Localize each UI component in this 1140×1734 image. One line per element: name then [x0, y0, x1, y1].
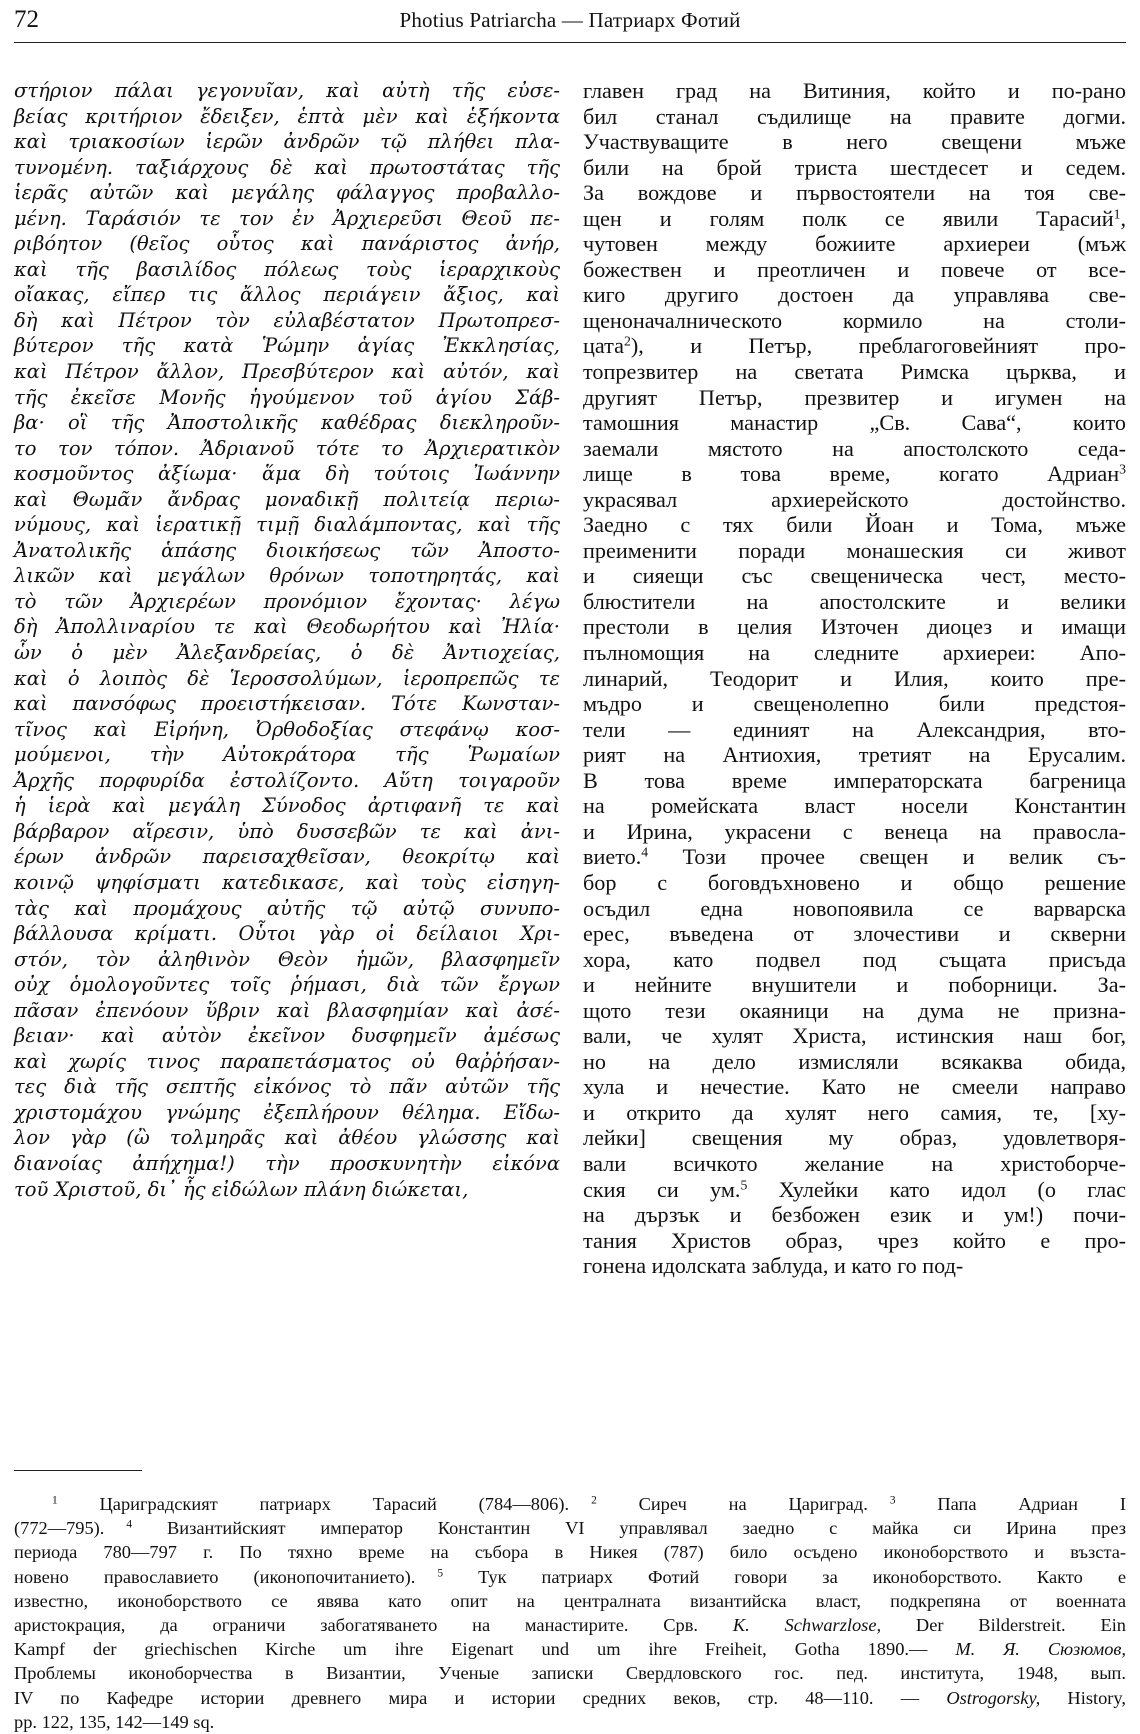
- greek-text-line: στόν, τὸν ἀληθινὸν Θεὸν ἡμῶν, βλασφημεῖν: [14, 947, 560, 971]
- translation-line: [583, 231, 1126, 257]
- footnote-4-end: новено православието (иконопочитанието).: [14, 1566, 416, 1587]
- footnote-marker: 5: [437, 1567, 444, 1580]
- greek-text-line: το τον τόπον. Ἀδριανοῦ τότε το Ἀρχιερατικὸν: [14, 436, 560, 460]
- footnote-text: аристокрация, да ограничи забогатяването на манастирите. Срв.: [14, 1615, 699, 1636]
- footnote-line: [14, 1637, 1126, 1661]
- translation-text: Заедно с тях били Йоан и Тома, мъже: [583, 512, 1126, 538]
- translation-text: украсявал архиерейското достойнство.: [583, 486, 1126, 512]
- greek-text-line: λικῶν καὶ μεγάλων θρόνων τοποτηρητάς, καὶ: [14, 564, 560, 588]
- translation-line: [583, 844, 1126, 870]
- footnote-line: [14, 1613, 1126, 1637]
- translation-line: [583, 717, 1126, 743]
- greek-text-line: δὴ Ἀπολλιναρίου τε καὶ Θεοδωρήτου καὶ Ἠλία·: [14, 615, 560, 639]
- translation-text: и нейните внушители и поборници. За-: [583, 972, 1126, 998]
- footnote-1-text: Цариградският патриарх Тарасий (784—806).: [99, 1494, 570, 1514]
- footnote-separator: [14, 1470, 142, 1471]
- footnote-line: известно, иконоборството се явява като опит на централната византийска власт, подкрепяна от военната: [14, 1590, 1126, 1611]
- greek-text-line: βάρβαρον αἵρεσιν, ὑπὸ δυσσεβῶν τε καὶ ἀνι-: [14, 819, 560, 843]
- translation-text: блюстители на апостолските и велики: [583, 588, 1126, 614]
- translation-text: Този прочее свещен и велик съ-: [648, 844, 1126, 870]
- translation-line: [583, 563, 1126, 589]
- citation-title: IV по Кафедре истории древнего мира и истории средних веков, стр. 48—110. —: [14, 1687, 920, 1708]
- translation-text: лище в това време, когато Адриан: [583, 461, 1120, 487]
- translation-line: [583, 333, 1126, 359]
- translation-text: линарий, Теодорит и Илия, които пре-: [583, 665, 1126, 691]
- translation-line: [583, 1100, 1126, 1126]
- footnote-reference[interactable]: 5: [740, 1176, 748, 1192]
- translation-line: [583, 385, 1126, 411]
- greek-text-line: καὶ ὁ λοιπὸς δὲ Ἱεροσσολύμων, ἱεροπρεπῶς τε: [14, 666, 560, 690]
- translation-text: рият на Антиохия, третият на Ерусалим.: [583, 742, 1126, 768]
- translation-line: [583, 410, 1126, 436]
- citation-title: History,: [1067, 1687, 1126, 1708]
- footnote-marker: 4: [126, 1518, 133, 1531]
- translation-text: щен и голям полк се явили Тарасий: [583, 205, 1114, 231]
- greek-text-line: βάλλουσα κρίματι. Οὗτοι γὰρ οἱ δείλαιοι Χρι-: [14, 922, 560, 946]
- greek-text-line: βα· οἳ τῆς Ἀποστολικῆς καθέδρας διεκληροῦν-: [14, 411, 560, 435]
- translation-line: [583, 1228, 1126, 1254]
- greek-text-line: οἴακας, εἴπερ τις ἄλλος περιάγειν ἄξιος, καὶ: [14, 283, 560, 307]
- footnote-line: [14, 1686, 1126, 1710]
- translation-text: осъдил една новопоявила се варварска: [583, 895, 1126, 921]
- translation-text: ския си ум.: [583, 1176, 741, 1202]
- footnote-line: pp. 122, 135, 142—149 sq.: [14, 1711, 215, 1732]
- greek-text-column: [14, 78, 560, 1202]
- greek-text-line: βύτερον τῆς κατὰ Ῥώμην ἁγίας Ἐκκλησίας,: [14, 334, 560, 358]
- translation-text: ерес, въведена от злочестиви и скверни: [583, 921, 1126, 947]
- translation-line: [583, 742, 1126, 768]
- greek-text-line: τὰς καὶ προμάχους αὐτῆς τῷ αὐτῷ συνυπο-: [14, 896, 560, 920]
- translation-line: [583, 1253, 1126, 1279]
- translation-line: [583, 666, 1126, 692]
- translation-line: [583, 282, 1126, 308]
- translation-line: [583, 436, 1126, 462]
- greek-text-line: διανοίας ἀπήχημα!) τὴν προσκυνητὴν εἰκόνα: [14, 1151, 560, 1175]
- footnote-reference[interactable]: 1: [1113, 206, 1121, 222]
- greek-text-line: καὶ τριακοσίων ἱερῶν ἀνδρῶν τῷ πλήθει πλα-: [14, 130, 560, 154]
- greek-text-line: λον γὰρ (ὢ τολμηρᾶς καὶ ἀθέου γλώσσης καὶ: [14, 1126, 560, 1150]
- translation-text: киго другиго достоен да управлява све-: [583, 282, 1126, 308]
- footnote-3-dates: (772—795).: [14, 1518, 105, 1539]
- greek-text-line: τῖνος καὶ Εἰρήνη, Ὀρθοδοξίας στεφάνῳ κοσ-: [14, 717, 560, 741]
- greek-text-line: καὶ Θωμᾶν ἄνδρας μοναδικῇ πολιτείᾳ περιω-: [14, 487, 560, 511]
- greek-text-line: πᾶσαν ἐπενόουν ὕβριν καὶ βλασφημίαν καὶ ἀσέ-: [14, 998, 560, 1022]
- greek-text-line: κοινῷ ψηφίσματι κατεδικασε, καὶ τοὺς εἰσηγη-: [14, 870, 560, 894]
- translation-line: [583, 640, 1126, 666]
- citation-title: Der Bilderstreit. Ein: [915, 1615, 1126, 1636]
- citation-author: М. Я. Сюзюмов,: [955, 1639, 1127, 1660]
- greek-text-line: στήριον πάλαι γεγονυῖαν, καὶ αὐτὴ τῆς εὐσε-: [14, 79, 560, 102]
- greek-text-line: καὶ τῆς βασιλίδος πόλεως τοὺς ἱεραρχικοὺς: [14, 257, 560, 281]
- translation-line: [583, 512, 1126, 538]
- footnote-2-text: Сиреч на Цариград.: [638, 1494, 868, 1514]
- translation-text: топрезвитер на светата Римска църква, и: [583, 359, 1126, 385]
- translation-text: щеноначалническото кормило на столи-: [583, 307, 1126, 333]
- footnote-reference[interactable]: 2: [623, 333, 631, 349]
- translation-line: [583, 359, 1126, 385]
- translation-line: [583, 129, 1126, 155]
- translation-text: ), и Петър, преблагоговейният про-: [630, 333, 1126, 359]
- greek-text-line: ὧν ὁ μὲν Ἀλεξανδρείας, ὁ δὲ Ἀντιοχείας,: [14, 641, 560, 665]
- greek-text-line: έρων ἀνδρῶν παρεισαχθεῖσαν, θεοκρίτῳ καὶ: [14, 845, 560, 869]
- bulgarian-translation-column: [583, 78, 1126, 1279]
- translation-text: пълномощия на следните архиереи: Апо-: [583, 640, 1126, 666]
- greek-text-line: τῆς ἐκεῖσε Μονῆς ἡγούμενον τοῦ ἁγίου Σάβ-: [14, 385, 560, 409]
- translation-text: но на дело измисляли всякаква обида,: [583, 1048, 1126, 1074]
- translation-line: [583, 461, 1126, 487]
- translation-text: лейки] свещения му образ, удовлетворя-: [583, 1125, 1126, 1151]
- greek-text-line: τες διὰ τῆς σεπτῆς εἰκόνος τὸ πᾶν αὐτῶν τῆς: [14, 1075, 560, 1099]
- translation-text: Хулейки като идол (о глас: [747, 1176, 1126, 1202]
- translation-line: [583, 896, 1126, 922]
- translation-text: на ромейската власт носели Константин: [583, 793, 1126, 819]
- translation-line: [583, 768, 1126, 794]
- greek-text-line: βείας κριτήριον ἔδειξεν, ἑπτὰ μὲν καὶ ἑξήκοντα: [14, 104, 560, 128]
- footnote-marker: 2: [591, 1494, 597, 1507]
- page-number: 72: [14, 6, 39, 33]
- translation-text: другият Петър, презвитер и игумен на: [583, 384, 1126, 410]
- translation-text: бил станал съдилище на правите догми.: [583, 103, 1126, 129]
- footnote-line: периода 780—797 г. По тяхно време на събора в Никея (787) било осъдено иконоборството и възста-: [14, 1542, 1126, 1563]
- translation-text: и открито да хулят него самия, те, [ху-: [583, 1099, 1126, 1125]
- translation-text: престоли в целия Източен диоцез и имащи: [583, 614, 1126, 640]
- translation-text: главен град на Витиния, който и по-рано: [583, 78, 1126, 103]
- greek-text-line: καὶ πανσόφως προειστήκεισαν. Τότε Κωνσταν-: [14, 692, 560, 716]
- translation-line: [583, 308, 1126, 334]
- translation-text: гонена идолската заблуда, и като го под-: [583, 1253, 964, 1279]
- translation-line: [583, 1151, 1126, 1177]
- translation-text: божествен и преотличен и повече от все-: [583, 256, 1126, 282]
- footnote-line: Проблемы иконоборчества в Византии, Ученые записки Свердловского гос. пед. института, 1948, вып.: [14, 1663, 1126, 1684]
- translation-line: [583, 78, 1126, 104]
- translation-line: [583, 998, 1126, 1024]
- greek-text-line: τυνομένη. ταξιάρχους δὲ καὶ πρωτοστάτας τῆς: [14, 155, 560, 179]
- translation-line: [583, 614, 1126, 640]
- translation-text: В това време императорската багреница: [583, 767, 1126, 793]
- translation-line: [583, 870, 1126, 896]
- footnote-5-text: Тук патриарх Фотий говори за иконоборството. Както е: [478, 1566, 1126, 1587]
- translation-text: вали, че хулят Христа, истинския наш бог,: [583, 1023, 1126, 1049]
- translation-line: [583, 947, 1126, 973]
- footnote-line: [14, 1565, 1126, 1589]
- greek-text-line: βειαν· καὶ αὐτὸν ἐκεῖνον δυσφημεῖν ἀμέσως: [14, 1024, 560, 1048]
- footnote-4-text: Византийският император Константин VI управлявал заедно с майка си Ирина през: [166, 1518, 1126, 1539]
- greek-text-line: καὶ χωρίς τινος παραπετάσματος οὐ θαῤῥήσαν-: [14, 1049, 560, 1073]
- translation-text: тели — единият на Александрия, вто-: [583, 716, 1126, 742]
- translation-line: [583, 1177, 1126, 1203]
- page-header: [14, 2, 1126, 43]
- translation-line: [583, 180, 1126, 206]
- translation-text: и Ирина, украсени с венеца на правосла-: [583, 818, 1126, 844]
- greek-text-line: καὶ Πέτρον ἄλλον, Πρεσβύτερον καὶ αὐτόν, καὶ: [14, 360, 560, 384]
- footnote-marker: 3: [889, 1494, 896, 1507]
- translation-text: и сияещи със свещеническа чест, место-: [583, 563, 1126, 589]
- greek-text-line: κοσμοῦντος ἀξίωμα· ἅμα δὴ τούτοις Ἰωάννην: [14, 462, 560, 486]
- translation-text: За вождове и първостоятели на тоя све-: [583, 180, 1126, 206]
- greek-text-line: τοῦ Χριστοῦ, δι᾽ ἧς εἰδώλων πλάνη διώκεται,: [14, 1177, 469, 1201]
- footnotes: [14, 1492, 1126, 1734]
- translation-text: били на брой триста шестдесет и седем.: [583, 154, 1126, 180]
- translation-text: заемали мястото на апостолското седа-: [583, 435, 1126, 461]
- translation-text: цата: [583, 333, 624, 359]
- translation-line: [583, 1074, 1126, 1100]
- translation-text: на дързък и безбожен език и ум!) почи-: [583, 1202, 1126, 1228]
- translation-text: ,: [1120, 205, 1126, 231]
- translation-text: мъдро и свещенолепно били предстоя-: [583, 691, 1126, 717]
- translation-text: тамошния манастир „Св. Сава“, които: [583, 410, 1126, 436]
- translation-line: [583, 691, 1126, 717]
- running-title: Photius Patriarcha — Патриарх Фотий: [399, 8, 741, 32]
- footnote-3-text: Папа Адриан I: [937, 1494, 1126, 1514]
- translation-text: вието.: [583, 844, 642, 870]
- translation-line: [583, 155, 1126, 181]
- translation-text: преименити поради монашеския си живот: [583, 537, 1126, 563]
- translation-line: [583, 1049, 1126, 1075]
- footnote-marker: 1: [52, 1494, 58, 1507]
- translation-text: чутовен между божиите архиереи (мъж: [583, 231, 1126, 257]
- translation-line: [583, 1023, 1126, 1049]
- translation-line: [583, 589, 1126, 615]
- greek-text-line: μένη. Ταράσιόν τε τον ἐν Ἀρχιερεῦσι Θεοῦ πε-: [14, 206, 560, 230]
- translation-text: тания Христов образ, чрез който е про-: [583, 1227, 1126, 1253]
- greek-text-line: ἡ ἱερὰ καὶ μεγάλη Σύνοδος ἀρτιφανῆ τε καὶ: [14, 794, 560, 818]
- translation-line: [583, 104, 1126, 130]
- greek-text-line: χριστομάχου γνώμης ἐξεπλήρουν θέλημα. Εἴδω-: [14, 1100, 560, 1124]
- translation-text: хула и нечестие. Като не смеели направо: [583, 1074, 1126, 1100]
- translation-line: [583, 793, 1126, 819]
- greek-text-line: νύμους, καὶ ἱερατικῇ τιμῇ διαλάμποντας, καὶ τῆς: [14, 513, 560, 537]
- footnote-reference[interactable]: 4: [641, 844, 649, 860]
- greek-text-line: οὐχ ὁμολογοῦντες τοῖς ῥήμασι, διὰ τῶν ἔργων: [14, 973, 560, 997]
- greek-text-line: ἱερᾶς αὐτῶν καὶ μεγάλης φάλαγγος προβαλλο-: [14, 181, 560, 205]
- translation-line: [583, 1202, 1126, 1228]
- translation-line: [583, 972, 1126, 998]
- citation-author: Ostrogorsky,: [946, 1687, 1041, 1708]
- greek-text-line: μούμενοι, τὴν Αὐτοκράτορα τῆς Ῥωμαίων: [14, 743, 560, 767]
- translation-line: [583, 257, 1126, 283]
- translation-line: [583, 206, 1126, 232]
- footnote-reference[interactable]: 3: [1119, 461, 1126, 477]
- greek-text-line: δὴ καὶ Πέτρον τὸν εὐλαβέστατον Πρωτοπρεσ-: [14, 308, 560, 332]
- translation-line: [583, 538, 1126, 564]
- translation-text: вали всичкото желание на христоборче-: [583, 1150, 1126, 1176]
- translation-text: бор с боговдъхновено и общо решение: [583, 869, 1126, 895]
- translation-text: Участвуващите в него свещени мъже: [583, 129, 1126, 155]
- citation-title: Kampf der griechischen Kirche um ihre Eigenart und um ihre Freiheit, Gotha 1890.—: [14, 1639, 928, 1660]
- translation-line: [583, 819, 1126, 845]
- greek-text-line: Ἀρχῆς πορφυρίδα ἐστολίζοντο. Αὕτη τοιγαροῦν: [14, 768, 560, 792]
- translation-line: [583, 1125, 1126, 1151]
- greek-text-line: τὸ τῶν Ἀρχιερέων προνόμιον ἔχοντας· λέγω: [14, 589, 560, 613]
- translation-line: [583, 921, 1126, 947]
- footnote-line: [14, 1492, 1126, 1516]
- citation-author: K. Schwarzlose,: [732, 1615, 882, 1636]
- footnote-line: [14, 1516, 1126, 1540]
- translation-text: щото тези окаяници на дума не призна-: [583, 997, 1126, 1023]
- greek-text-line: ριβόητον (θεῖος οὗτος καὶ πανάριστος ἀνήρ,: [14, 232, 560, 256]
- greek-text-line: Ἀνατολικῆς ἁπάσης διοικήσεως τῶν Ἀποστο-: [14, 538, 560, 562]
- translation-text: хора, като подвел под същата присъда: [583, 946, 1126, 972]
- translation-line: [583, 487, 1126, 513]
